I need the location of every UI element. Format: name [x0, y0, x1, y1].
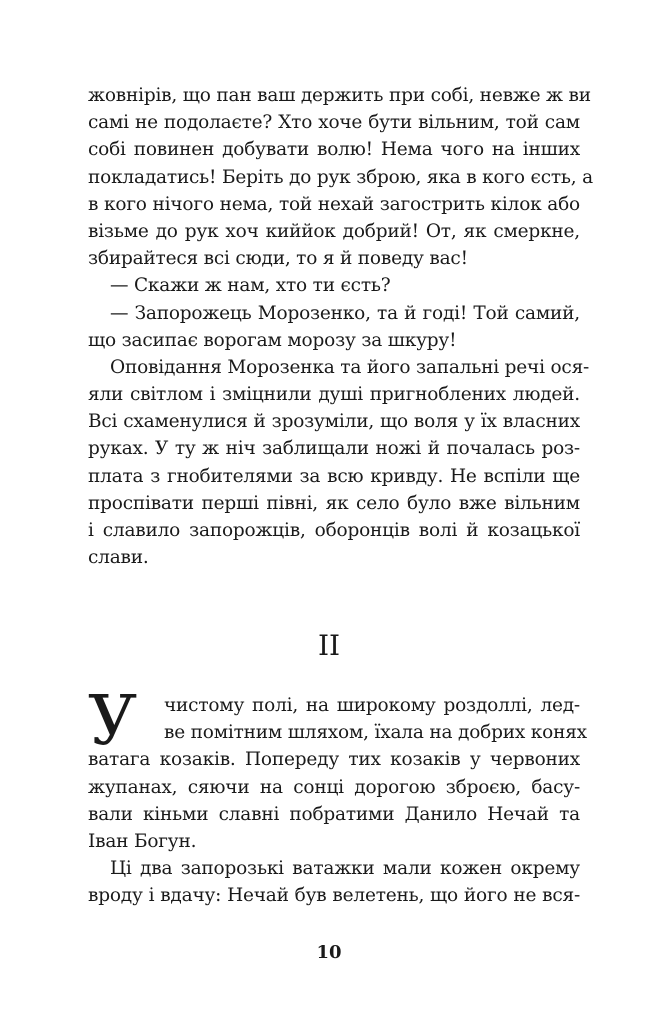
text-line: плата з гнобителями за всю кривду. Не вспіли ще — [88, 465, 580, 487]
text-line: чистому полі, на широкому роздоллі, лед- — [164, 695, 580, 716]
drop-cap: У — [88, 682, 138, 761]
text-line: покладатись! Беріть до рук зброю, яка в кого єсть, а — [88, 166, 593, 188]
dialogue-line: — Запорожець Морозенко, та й годі! Той самий, — [110, 302, 580, 324]
text-line: жовнірів, що пан ваш держить при собі, невже ж ви — [88, 85, 591, 106]
text-line: що засипає ворогам морозу за шкуру! — [88, 329, 457, 351]
text-line: Оповідання Морозенка та його запальні речі ося- — [110, 356, 590, 378]
text-line: слави. — [88, 547, 149, 569]
page-number: 10 — [316, 942, 342, 963]
chapter-title: II — [317, 629, 341, 662]
text-line: Іван Богун. — [88, 830, 197, 852]
text-line: проспівати перші півні, як село було вже вільним — [88, 492, 580, 514]
text-line: жупанах, сяючи на сонці дорогою зброєю, басу- — [88, 776, 580, 798]
text-line: вроду і вдачу: Нечай був велетень, що його не вся- — [88, 885, 580, 907]
text-line: ватага козаків. Попереду тих козаків у червоних — [88, 749, 580, 771]
text-line: Всі схаменулися й зрозуміли, що воля у їх власних — [88, 411, 580, 433]
body-text-section-two — [88, 682, 587, 910]
text-line: візьме до рук хоч киййок добрий! От, як смеркне, — [88, 220, 580, 242]
text-line: в кого нічого нема, той нехай загострить кілок або — [88, 193, 580, 215]
dialogue-line: — Скажи ж нам, хто ти єсть? — [110, 275, 391, 297]
body-text-top — [88, 82, 593, 571]
text-line: ве помітним шляхом, їхала на добрих конях — [164, 722, 587, 744]
text-line: яли світлом і зміцнили душі пригноблених людей. — [88, 384, 580, 406]
text-line: собі повинен добувати волю! Нема чого на інших — [88, 139, 580, 161]
text-line: збирайтеся всі сюди, то я й поведу вас! — [88, 248, 468, 270]
text-line: і славило запорожців, оборонців волі й козацької — [88, 520, 580, 541]
text-line: Ці два запорозькі ватажки мали кожен окрему — [110, 858, 580, 880]
text-line: самі не подолаєте? Хто хоче бути вільним, той сам — [88, 112, 580, 134]
text-line: руках. У ту ж ніч заблищали ножі й почалась роз- — [88, 438, 580, 460]
text-line: вали кіньми славні побратими Данило Нечай та — [88, 803, 580, 825]
